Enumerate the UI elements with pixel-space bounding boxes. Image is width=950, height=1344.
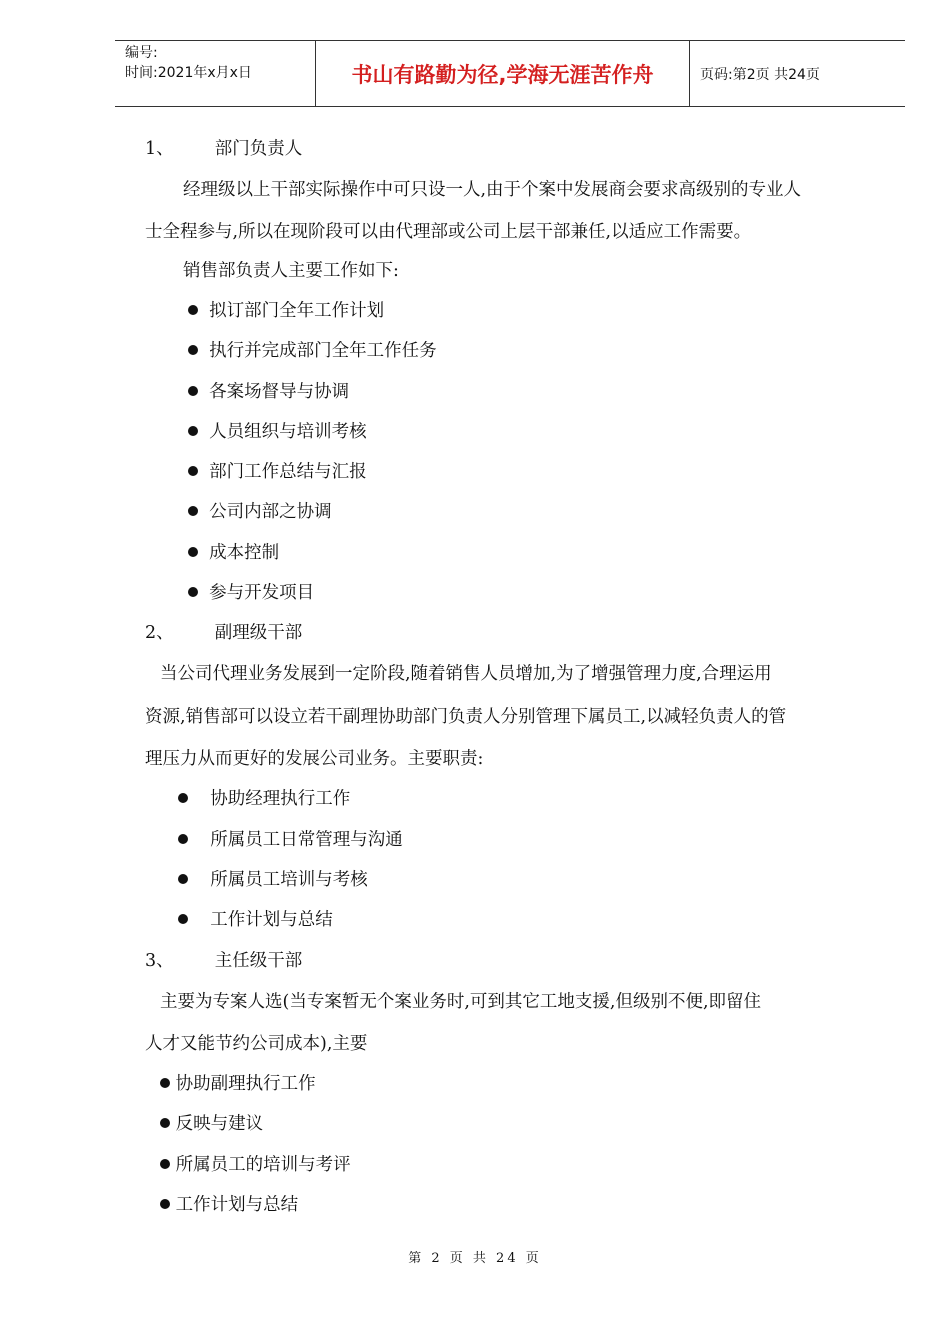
paragraph-line: 当公司代理业务发展到一定阶段,随着销售人员增加,为了增强管理力度,合理运用 [160, 664, 772, 684]
bullet-icon [178, 914, 188, 924]
doc-number-label: 编号: [125, 45, 158, 61]
page-footer [0, 1247, 950, 1266]
bullet-icon [188, 466, 198, 476]
paragraph-line: 资源,销售部可以设立若干副理协助部门负责人分别管理下属员工,以减轻负责人的管 [145, 707, 787, 727]
list-item: 部门工作总结与汇报 [188, 460, 367, 484]
list-item: 拟订部门全年工作计划 [188, 299, 384, 323]
list-item: 工作计划与总结 [160, 1193, 298, 1217]
list-item: 所属员工的培训与考评 [160, 1153, 351, 1177]
section-number: 3、 [145, 951, 174, 971]
section-2-heading [145, 621, 302, 645]
section-title: 副理级干部 [214, 623, 303, 643]
list-item: 参与开发项目 [188, 581, 314, 605]
bullet-icon [178, 834, 188, 844]
list-item: 执行并完成部门全年工作任务 [188, 339, 437, 363]
bullet-icon [160, 1199, 170, 1209]
bullet-icon [188, 386, 198, 396]
list-item: 工作计划与总结 [178, 908, 333, 932]
list-item: 协助副理执行工作 [160, 1072, 316, 1096]
bullet-icon [188, 426, 198, 436]
section-number: 2、 [145, 623, 174, 643]
section-title: 部门负责人 [214, 139, 303, 159]
header-motto: 书山有路勤为径,学海无涯苦作舟 [316, 41, 690, 106]
bullet-icon [178, 874, 188, 884]
list-item: 反映与建议 [160, 1112, 263, 1136]
bullet-icon [188, 506, 198, 516]
paragraph-line: 士全程参与,所以在现阶段可以由代理部或公司上层干部兼任,以适应工作需要。 [145, 222, 752, 242]
list-item: 所属员工培训与考核 [178, 868, 368, 892]
list-item: 人员组织与培训考核 [188, 420, 367, 444]
header-page-number: 页码:第2页 共24页 [700, 66, 820, 83]
paragraph-line: 经理级以上干部实际操作中可只设一人,由于个案中发展商会要求高级别的专业人 [183, 180, 802, 200]
section-title: 主任级干部 [214, 951, 303, 971]
bullet-icon [160, 1118, 170, 1128]
paragraph-line: 理压力从而更好的发展公司业务。主要职责: [145, 749, 484, 769]
page-header [115, 40, 905, 107]
list-item: 各案场督导与协调 [188, 380, 349, 404]
header-meta [115, 41, 316, 106]
paragraph-line: 销售部负责人主要工作如下: [183, 261, 399, 281]
doc-time-label: 时间:2021年x月x日 [125, 65, 252, 81]
bullet-icon [160, 1159, 170, 1169]
bullet-icon [188, 345, 198, 355]
list-item: 协助经理执行工作 [178, 787, 350, 811]
bullet-icon [160, 1078, 170, 1088]
list-item: 所属员工日常管理与沟通 [178, 828, 403, 852]
paragraph-line: 主要为专案人选(当专案暂无个案业务时,可到其它工地支援,但级别不便,即留住 [160, 992, 762, 1012]
list-item: 成本控制 [188, 541, 279, 565]
list-item: 公司内部之协调 [188, 500, 332, 524]
footer-page-number: 第 2 页 共 24 页 [408, 1251, 542, 1266]
section-3-heading [145, 949, 302, 973]
bullet-icon [178, 793, 188, 803]
bullet-icon [188, 305, 198, 315]
section-1-heading [145, 137, 302, 161]
bullet-icon [188, 587, 198, 597]
section-number: 1、 [145, 139, 174, 159]
bullet-icon [188, 547, 198, 557]
paragraph-line: 人才又能节约公司成本),主要 [145, 1034, 368, 1054]
